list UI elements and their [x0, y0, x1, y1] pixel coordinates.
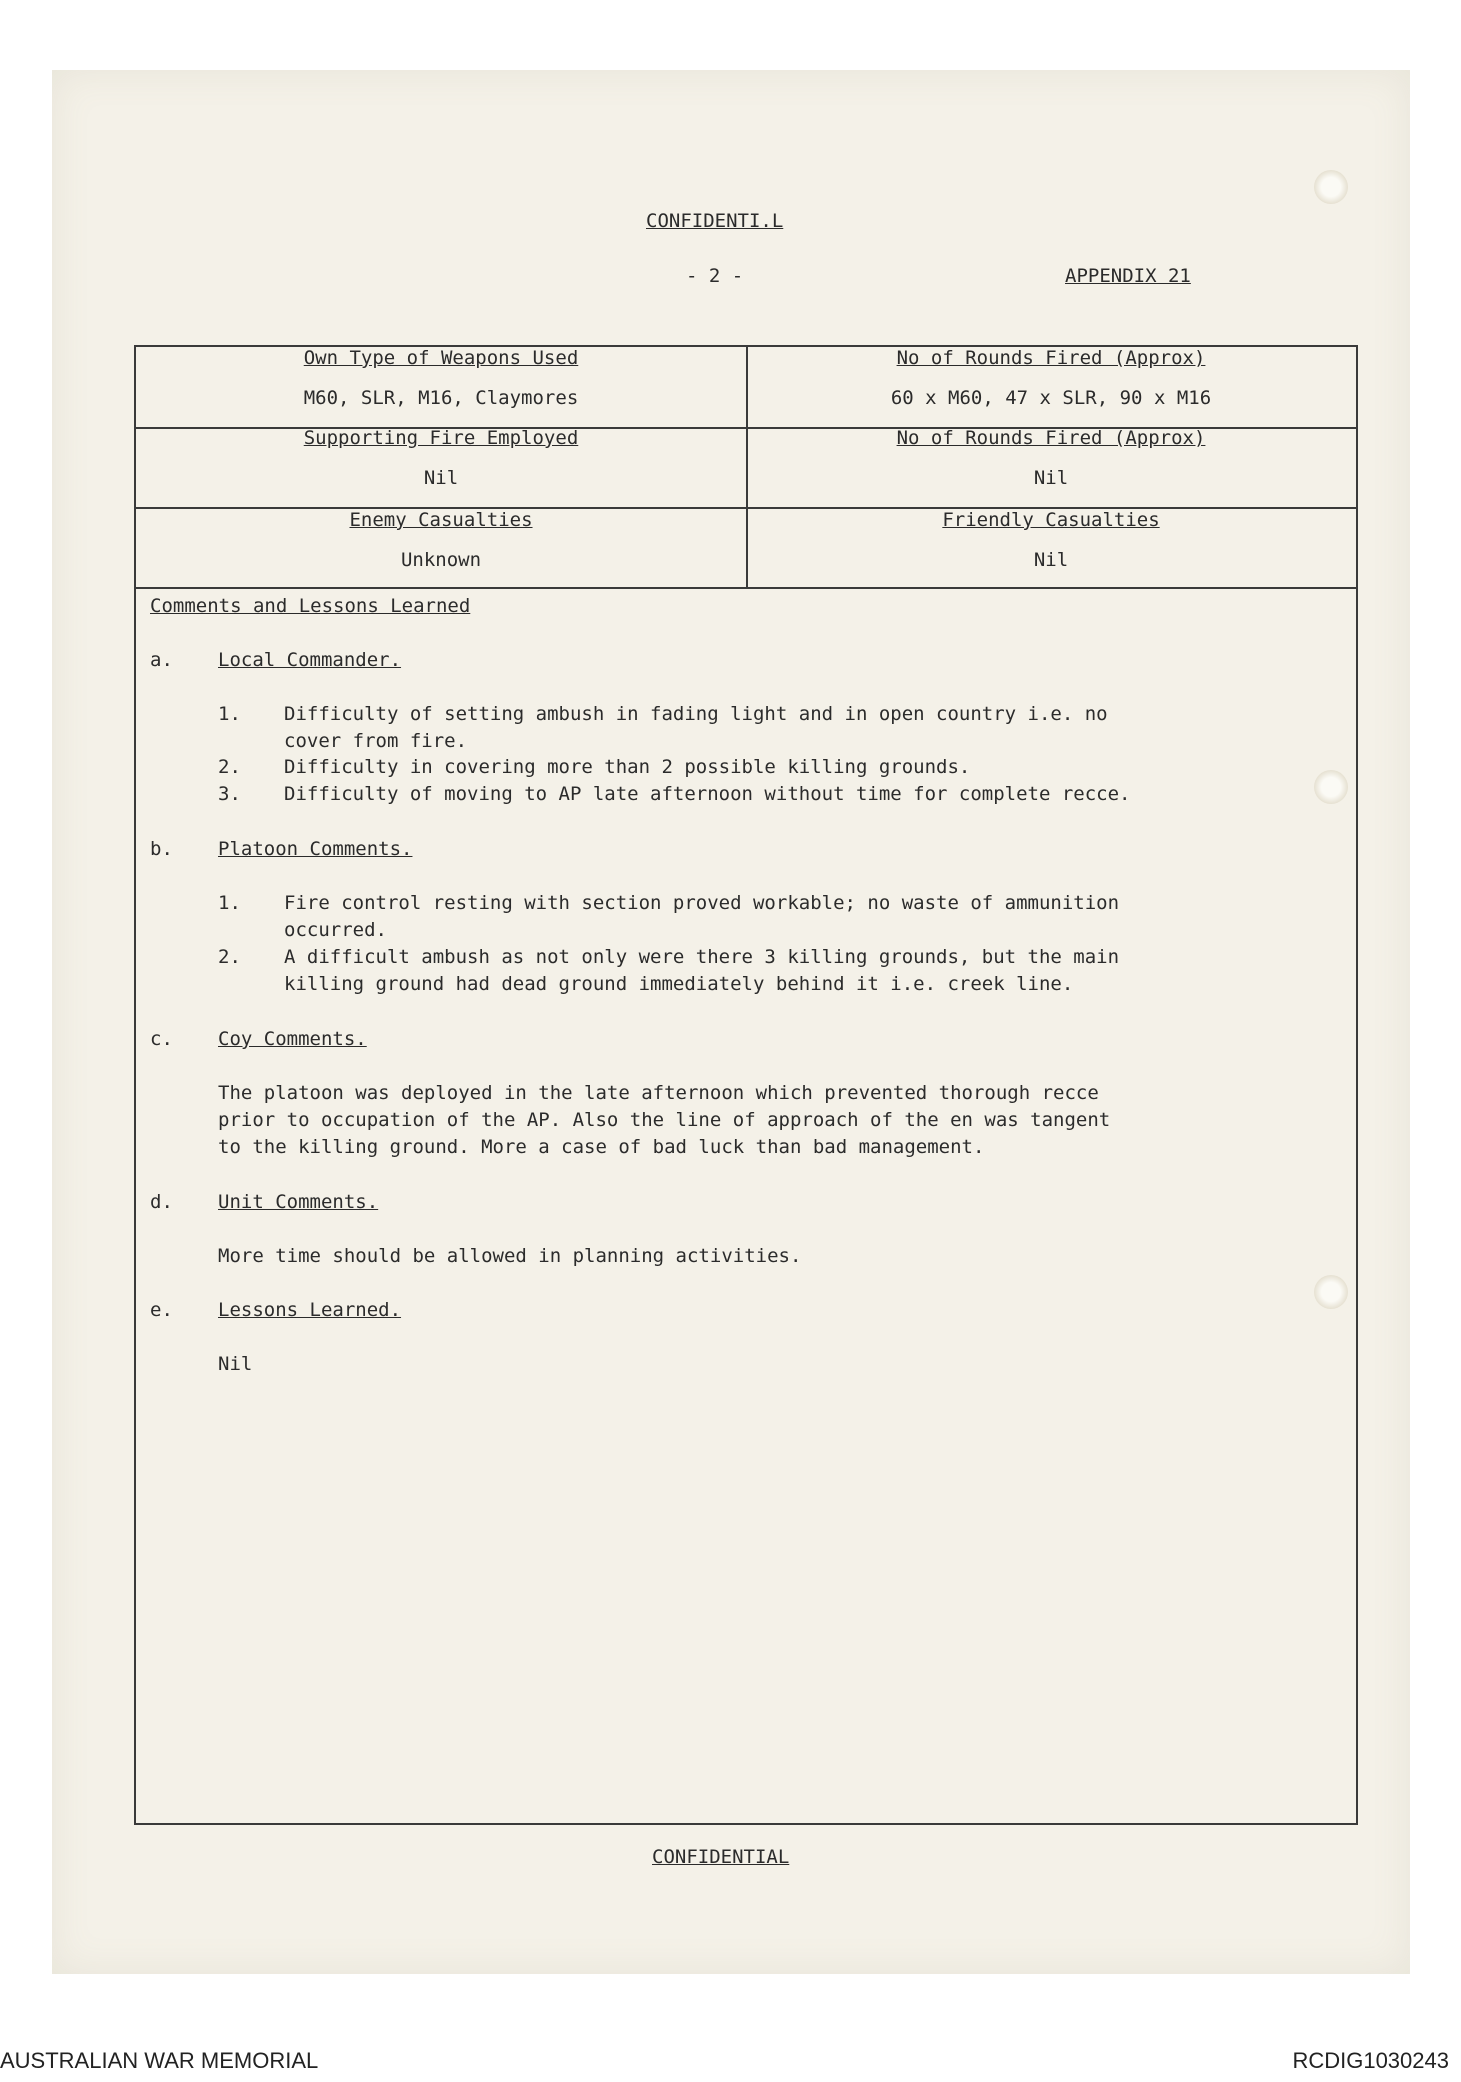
section-a-letter: a. [150, 649, 173, 671]
text-line: occurred. [284, 919, 387, 941]
section-c-heading: Coy Comments. [218, 1028, 367, 1050]
comments-title: Comments and Lessons Learned [150, 595, 471, 617]
enemy-value: Unknown [400, 549, 482, 571]
text-line: A difficult ambush as not only were there 3 killing grounds, but the main [284, 946, 1120, 968]
friendly-header: Friendly Casualties [942, 509, 1160, 531]
page-number: - 2 - [686, 265, 744, 287]
enemy-header: Enemy Casualties [349, 509, 533, 531]
text-line: cover from fire. [284, 730, 468, 752]
item-number: 1. [218, 892, 241, 914]
text-line: More time should be allowed in planning activities. [218, 1245, 802, 1267]
rounds-header-2: No of Rounds Fired (Approx) [896, 427, 1206, 449]
weapons-header: Own Type of Weapons Used [303, 347, 579, 369]
appendix-label: APPENDIX 21 [1065, 265, 1191, 287]
text-line: Difficulty of moving to AP late afternoon without time for complete recce. [284, 783, 1131, 805]
text-line: Nil [218, 1353, 253, 1375]
text-line: Difficulty of setting ambush in fading light and in open country i.e. no [284, 703, 1108, 725]
item-number: 3. [218, 783, 241, 805]
rounds-header-1: No of Rounds Fired (Approx) [896, 347, 1206, 369]
text-line: Fire control resting with section proved workable; no waste of ammunition [284, 892, 1120, 914]
classification-header: CONFIDENTI.L [646, 210, 784, 232]
item-number: 2. [218, 946, 241, 968]
text-line: Difficulty in covering more than 2 possible killing grounds. [284, 756, 971, 778]
support-value: Nil [423, 467, 459, 489]
rounds-value-2: Nil [1033, 467, 1069, 489]
section-d-letter: d. [150, 1191, 173, 1213]
archive-credit: AUSTRALIAN WAR MEMORIAL [0, 2048, 319, 2073]
rounds-value-1: 60 x M60, 47 x SLR, 90 x M16 [890, 387, 1212, 409]
archive-reference: RCDIG1030243 [1292, 2048, 1449, 2073]
section-d-heading: Unit Comments. [218, 1191, 379, 1213]
text-line: to the killing ground. More a case of bad luck than bad management. [218, 1136, 985, 1158]
support-header: Supporting Fire Employed [303, 427, 579, 449]
row-divider [136, 587, 1356, 589]
item-number: 1. [218, 703, 241, 725]
classification-footer: CONFIDENTIAL [652, 1846, 790, 1868]
punch-hole [1314, 170, 1348, 204]
section-b-letter: b. [150, 838, 173, 860]
text-line: prior to occupation of the AP. Also the line of approach of the en was tangent [218, 1109, 1111, 1131]
report-table [134, 345, 1358, 1825]
section-a-heading: Local Commander. [218, 649, 402, 671]
text-line: killing ground had dead ground immediately behind it i.e. creek line. [284, 973, 1074, 995]
item-number: 2. [218, 756, 241, 778]
section-e-heading: Lessons Learned. [218, 1299, 402, 1321]
section-c-letter: c. [150, 1028, 173, 1050]
weapons-value: M60, SLR, M16, Claymores [303, 387, 579, 409]
friendly-value: Nil [1033, 549, 1069, 571]
section-e-letter: e. [150, 1299, 173, 1321]
text-line: The platoon was deployed in the late afternoon which prevented thorough recce [218, 1082, 1099, 1104]
section-b-heading: Platoon Comments. [218, 838, 413, 860]
